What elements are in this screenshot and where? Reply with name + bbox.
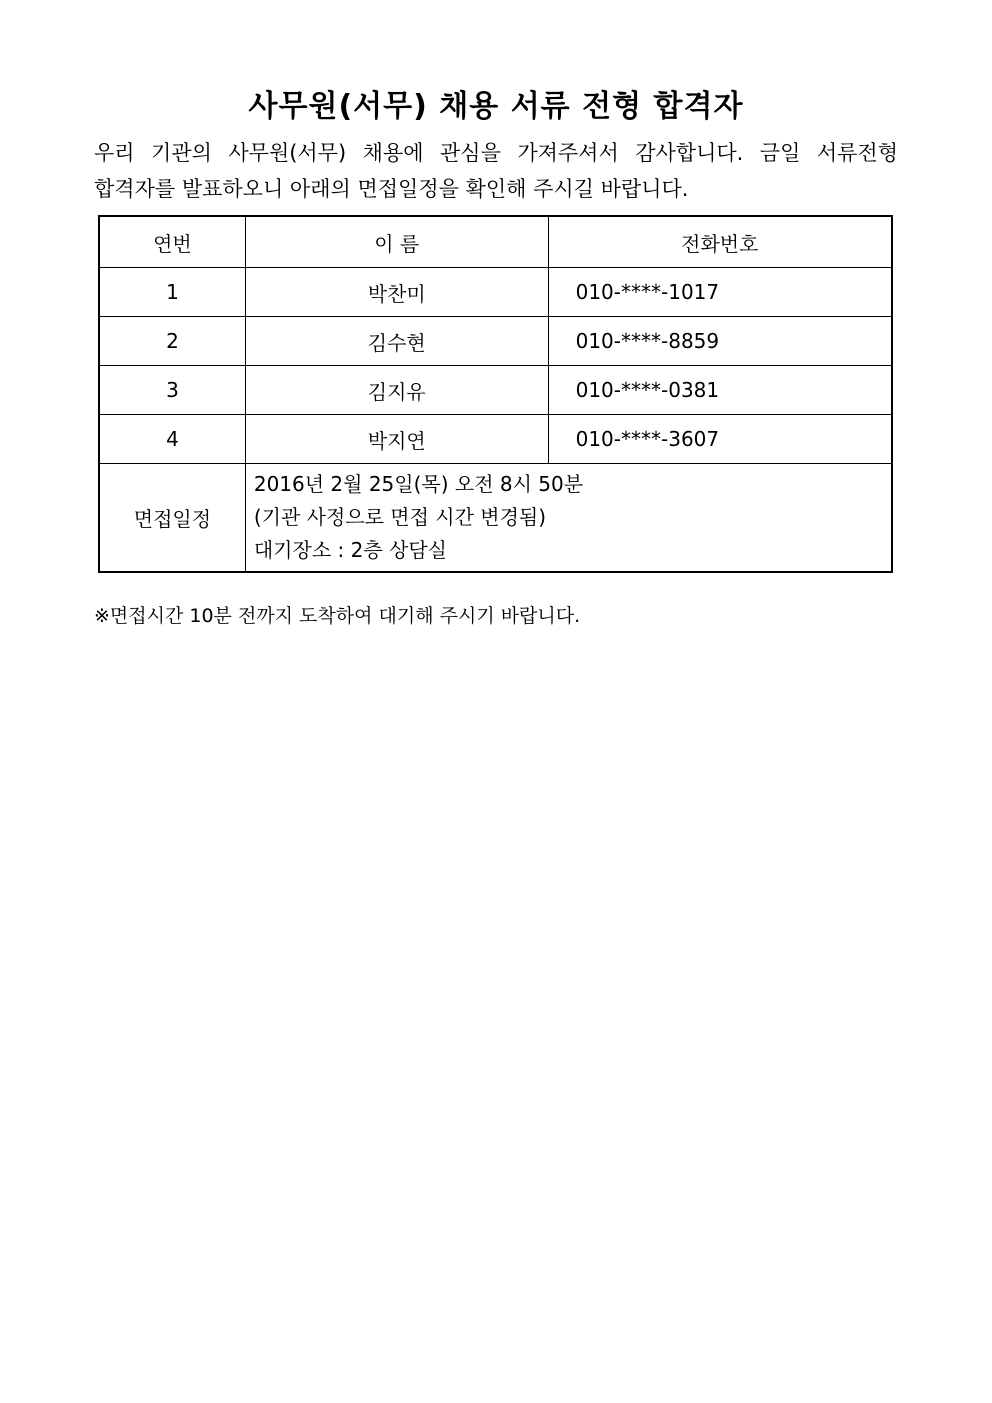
header-name: 이 름 (245, 216, 548, 268)
table-row (99, 366, 892, 415)
row-phone: 010-****-3607 (548, 415, 892, 464)
intro-line-1: 우리 기관의 사무원(서무) 채용에 관심을 가져주셔서 감사합니다. 금일 서류전형 (94, 141, 898, 165)
schedule-row (99, 464, 892, 573)
row-number: 1 (99, 268, 245, 317)
row-phone: 010-****-8859 (548, 317, 892, 366)
intro-paragraph (94, 135, 898, 207)
intro-line-2: 합격자를 발표하오니 아래의 면접일정을 확인해 주시길 바랍니다. (94, 177, 689, 201)
arrival-note: ※면접시간 10분 전까지 도착하여 대기해 주시기 바랍니다. (94, 605, 581, 627)
row-name: 김지유 (245, 366, 548, 415)
schedule-waiting-place: 대기장소 : 2층 상담실 (253, 538, 447, 562)
row-phone: 010-****-0381 (548, 366, 892, 415)
schedule-details (245, 464, 892, 573)
document-title: 사무원(서무) 채용 서류 전형 합격자 (248, 89, 744, 124)
table-row (99, 317, 892, 366)
row-number: 4 (99, 415, 245, 464)
schedule-change-note: (기관 사정으로 면접 시간 변경됨) (253, 505, 547, 529)
row-number: 3 (99, 366, 245, 415)
header-phone: 전화번호 (548, 216, 892, 268)
table-row (99, 268, 892, 317)
table-header-row (99, 216, 892, 268)
row-name: 김수현 (245, 317, 548, 366)
header-number: 연번 (99, 216, 245, 268)
row-phone: 010-****-1017 (548, 268, 892, 317)
schedule-label: 면접일정 (99, 464, 245, 573)
schedule-datetime: 2016년 2월 25일(목) 오전 8시 50분 (253, 472, 584, 496)
row-name: 박지연 (245, 415, 548, 464)
row-name: 박찬미 (245, 268, 548, 317)
table-row (99, 415, 892, 464)
applicant-table (98, 215, 893, 573)
row-number: 2 (99, 317, 245, 366)
